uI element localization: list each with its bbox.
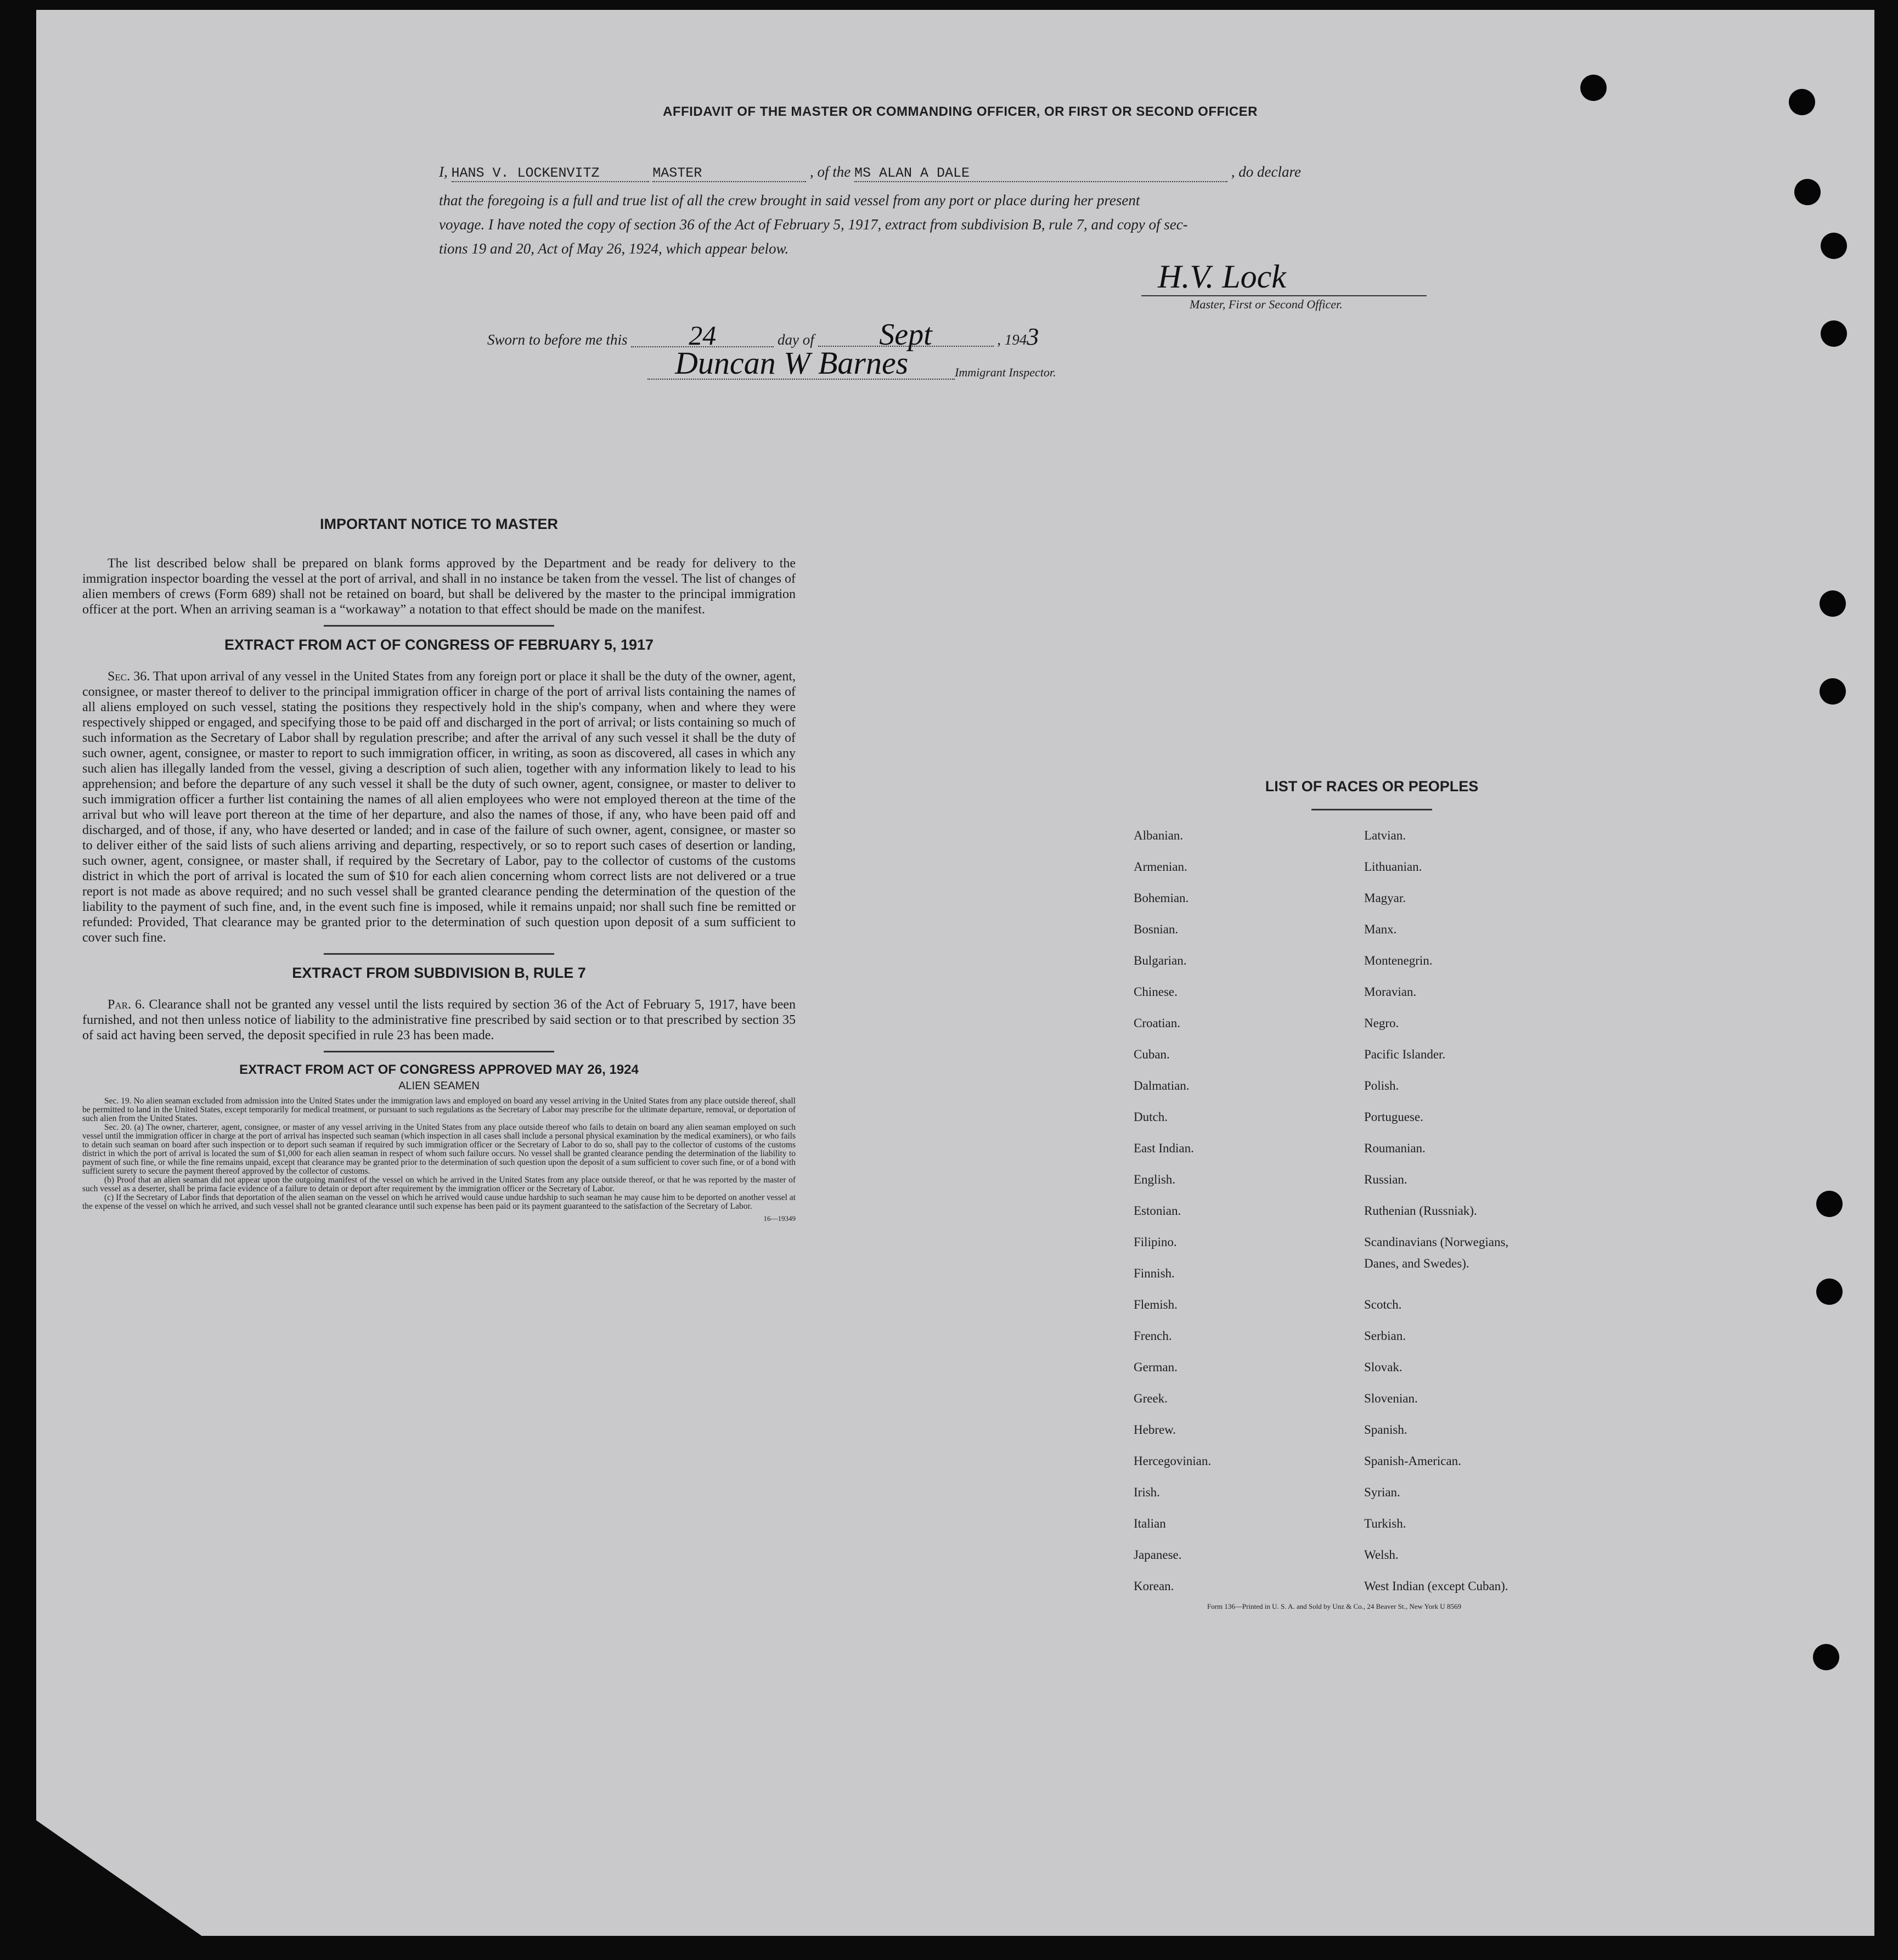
declaration-line-4: tions 19 and 20, Act of May 26, 1924, which appear below.: [439, 240, 789, 257]
race-item: Russian.: [1364, 1173, 1407, 1186]
extract-1917-heading: EXTRACT FROM ACT OF CONGRESS OF FEBRUARY 5, 1917: [224, 637, 654, 653]
race-item: Dalmatian.: [1134, 1079, 1190, 1092]
race-item: Bohemian.: [1134, 891, 1189, 905]
divider: [324, 953, 554, 955]
binder-hole: [1813, 1644, 1839, 1670]
master-title: MASTER: [652, 165, 806, 182]
race-item: Korean.: [1134, 1579, 1174, 1593]
binder-hole: [1816, 1278, 1843, 1305]
sec20a-text: Sec. 20. (a) The owner, charterer, agent, consignee, or master of any vessel arriving in the United States from any place outside thereof who fails to detain on board any alien seaman employed on such vessel until the immigration officer in charge at the port of arrival has inspected such seaman (which inspection in all cases shall include a personal physical examination by the medical examiners), or who fails to detain such seaman on board after such inspection or to deport such seaman if required by such immigration officer or the Secretary of Labor to do so, shall pay to the collector of customs of the customs district in which the port of arrival is located the sum of $1,000 for each alien seaman in respect of whom such failure occurs. No vessel shall be granted clearance pending the determination of the liability to payment of such fine, or while the fine remains unpaid, except that clearance may be granted prior to the determination of such question upon the deposit of a sum sufficient to cover such fine, or of a bond with sufficient surety to secure the payment thereof approved by the collector of customs.: [82, 1123, 796, 1176]
affidavit-title: AFFIDAVIT OF THE MASTER OR COMMANDING OFFICER, OR FIRST OR SECOND OFFICER: [662, 104, 1258, 119]
year-prefix: , 194: [997, 331, 1027, 348]
race-item: Finnish.: [1134, 1266, 1175, 1280]
race-item: English.: [1134, 1173, 1176, 1186]
notice-column: [82, 516, 796, 1230]
race-item: Slovenian.: [1364, 1392, 1418, 1405]
race-item: Hebrew.: [1134, 1423, 1176, 1437]
section-label: Sec. 36.: [108, 669, 150, 684]
master-caption: Master, First or Second Officer.: [1190, 297, 1343, 311]
sworn-year-digit: 3: [1027, 323, 1039, 350]
races-heading: LIST OF RACES OR PEOPLES: [1265, 778, 1479, 795]
race-item: Syrian.: [1364, 1485, 1400, 1499]
of-the-label: , of the: [810, 164, 851, 180]
signature-line: [1141, 295, 1427, 296]
race-item: Chinese.: [1134, 985, 1178, 999]
binder-hole: [1820, 678, 1846, 705]
paragraph-text: Clearance shall not be granted any vessel until the lists required by section 36 of the Act of February 5, 1917, have been furnished, and not then unless notice of liability to the administrative fine prescribed by said section or to that prescribed by section 35 of said act having been served, the deposit specified in rule 23 has been made.: [82, 998, 796, 1043]
race-item: Serbian.: [1364, 1329, 1406, 1343]
race-item: Flemish.: [1134, 1298, 1178, 1311]
race-item: Scandinavians (Norwegians,: [1364, 1235, 1509, 1249]
paragraph-label: Par. 6.: [108, 998, 145, 1012]
printer-imprint: Form 136—Printed in U. S. A. and Sold by Unz & Co., 24 Beaver St., New York U 8569: [1207, 1602, 1461, 1610]
races-divider: [1311, 809, 1432, 810]
race-item: Slovak.: [1364, 1360, 1403, 1374]
extract-rule7-body: [82, 997, 796, 1043]
inspector-caption: Immigrant Inspector.: [955, 365, 1056, 379]
race-item: Estonian.: [1134, 1204, 1181, 1218]
race-item: Pacific Islander.: [1364, 1047, 1446, 1061]
sec19-text: Sec. 19. No alien seaman excluded from admission into the United States under the immigration laws and employed on board any vessel arriving in the United States from any place outside thereof, shall be permitted to land in the United States, except temporarily for medical treatment, or pursuant to such regulations as the Secretary of Labor may prescribe for the ultimate departure, removal, or deportation of such alien from the United States.: [82, 1096, 796, 1123]
race-item: Moravian.: [1364, 985, 1417, 999]
binder-hole: [1821, 233, 1847, 259]
race-item: East Indian.: [1134, 1141, 1194, 1155]
binder-hole: [1580, 75, 1607, 101]
race-item: Scotch.: [1364, 1298, 1402, 1311]
master-name: HANS V. LOCKENVITZ: [452, 165, 649, 182]
declarant-prefix: I,: [439, 164, 448, 180]
binder-hole: [1816, 1191, 1843, 1217]
race-item: Albanian.: [1134, 829, 1184, 842]
race-item: Italian: [1134, 1517, 1166, 1530]
sworn-month: Sept: [818, 324, 994, 347]
sworn-day: 24: [631, 324, 774, 347]
race-item: West Indian (except Cuban).: [1364, 1579, 1508, 1593]
race-item: Polish.: [1364, 1079, 1399, 1092]
race-item: Latvian.: [1364, 829, 1406, 842]
race-item: Filipino.: [1134, 1235, 1177, 1249]
sworn-prefix: Sworn to before me this: [487, 331, 628, 348]
race-item: Turkish.: [1364, 1517, 1406, 1530]
section-text: That upon arrival of any vessel in the United States from any foreign port or place it shall be the duty of the owner, agent, consignee, or master thereof to deliver to the principal immigration officer in charge of the port of arrival lists containing the names of all aliens employed on such vessel, stating the positions they respectively hold in the ship's company, when and where they were respectively shipped or engaged, and specifying those to be paid off and discharged in the port of arrival; or lists containing so much of such information as the Secretary of Labor shall by regulation prescribe; and after the arrival of any such vessel it shall be the duty of such owner, agent, consignee, or master to report to such immigration officer, in writing, as soon as discovered, all cases in which any such alien has illegally landed from the vessel, giving a description of such alien, together with any information likely to lead to his apprehension; and before the departure of any such vessel it shall be the duty of such owner, agent, consignee, or master to deliver to such immigration officer a further list containing the names of all alien employees who were not employed thereon at the time of the arrival but who will leave port thereon at the time of her departure, and also the names of those, if any, who have been paid off and discharged, and of those, if any, who have deserted or landed; and in case of the failure of such owner, agent, consignee, or master so to deliver either of the said lists of such aliens arriving and departing, respectively, or so to report such cases of desertion or landing, such owner, agent, consignee, or master shall, if required by the Secretary of Labor, pay to the collector of customs of the customs district in which the port of arrival is located the sum of $10 for each alien concerning whom correct lists are not delivered or a true report is not made as above required; and no such vessel shall be granted clearance pending the determination of the question of the liability to the payment of such fine, and, in the event such fine is imposed, while it remains unpaid; nor shall such fine be remitted or refunded: Provided, That clearance may be granted prior to the determination of such question upon deposit of a sum sufficient to cover such fine.: [82, 669, 796, 945]
binder-hole: [1820, 590, 1846, 617]
race-item: Hercegovinian.: [1134, 1454, 1212, 1468]
extract-1924-heading: EXTRACT FROM ACT OF CONGRESS APPROVED MAY 26, 1924: [239, 1062, 639, 1077]
race-item: Lithuanian.: [1364, 860, 1422, 874]
race-item: Croatian.: [1134, 1016, 1180, 1030]
extract-1917-body: [82, 669, 796, 945]
race-item: Spanish.: [1364, 1423, 1407, 1437]
race-item: Bosnian.: [1134, 922, 1179, 936]
race-item: Bulgarian.: [1134, 954, 1187, 967]
alien-seamen-subheading: ALIEN SEAMEN: [398, 1080, 480, 1092]
race-item: Danes, and Swedes).: [1364, 1257, 1469, 1270]
race-item: French.: [1134, 1329, 1172, 1343]
divider: [324, 625, 554, 627]
declaration-line-2: that the foregoing is a full and true list of all the crew brought in said vessel from any port or place during her present: [439, 192, 1140, 209]
race-item: German.: [1134, 1360, 1178, 1374]
divider: [324, 1051, 554, 1052]
sec20b-text: (b) Proof that an alien seaman did not appear upon the outgoing manifest of the vessel on which he arrived in the United States from any place outside thereof, or that he was reported by the master of such vessel as a deserter, shall be prima facie evidence of a failure to detain or deport after requirement by the immigration officer or the Secretary of Labor.: [82, 1175, 796, 1193]
race-item: Montenegrin.: [1364, 954, 1433, 967]
race-item: Greek.: [1134, 1392, 1168, 1405]
day-of-label: day of: [778, 331, 814, 348]
race-item: Manx.: [1364, 922, 1397, 936]
race-item: Ruthenian (Russniak).: [1364, 1204, 1477, 1218]
race-item: Roumanian.: [1364, 1141, 1426, 1155]
race-item: Japanese.: [1134, 1548, 1182, 1562]
race-item: Spanish-American.: [1364, 1454, 1461, 1468]
race-item: Portuguese.: [1364, 1110, 1423, 1124]
master-signature: H.V. Lock: [1158, 258, 1286, 295]
notice-body: The list described below shall be prepared on blank forms approved by the Department and be ready for delivery to the immigration inspector boarding the vessel at the port of arrival, and shall in no instance be taken from the vessel. The list of changes of alien members of crews (Form 689) shall not be retained on board, but shall be delivered by the master to the principal immigration officer at the port. When an arriving seaman is a “workaway” a notation to that effect should be made on the manifest.: [82, 556, 796, 617]
extract-rule7-heading: EXTRACT FROM SUBDIVISION B, RULE 7: [292, 965, 586, 981]
inspector-line: [647, 379, 955, 380]
binder-hole: [1821, 320, 1847, 347]
race-item: Irish.: [1134, 1485, 1160, 1499]
race-item: Cuban.: [1134, 1047, 1170, 1061]
binder-hole: [1794, 179, 1821, 205]
vessel-name: MS ALAN A DALE: [854, 165, 1227, 182]
do-declare-label: , do declare: [1231, 164, 1301, 180]
notice-heading: IMPORTANT NOTICE TO MASTER: [320, 516, 558, 532]
binder-hole: [1789, 89, 1815, 115]
form-code: 16—19349: [763, 1214, 796, 1223]
race-item: Armenian.: [1134, 860, 1187, 874]
race-item: Magyar.: [1364, 891, 1406, 905]
race-item: Negro.: [1364, 1016, 1399, 1030]
race-item: Dutch.: [1134, 1110, 1168, 1124]
sec20c-text: (c) If the Secretary of Labor finds that deportation of the alien seaman on the vessel on which he arrived would cause undue hardship to such seaman he may cause him to be deported on another vessel at the expense of the vessel on which he arrived, and such vessel shall not be granted clearance until such expense has been paid or its payment guaranteed to the satisfaction of the Secretary of Labor.: [82, 1193, 796, 1211]
declaration-line-1: [439, 164, 1301, 182]
declaration-line-3: voyage. I have noted the copy of section 36 of the Act of February 5, 1917, extract from subdivision B, rule 7, and copy of sec-: [439, 216, 1188, 233]
inspector-signature: Duncan W Barnes: [675, 345, 909, 381]
race-item: Welsh.: [1364, 1548, 1399, 1562]
